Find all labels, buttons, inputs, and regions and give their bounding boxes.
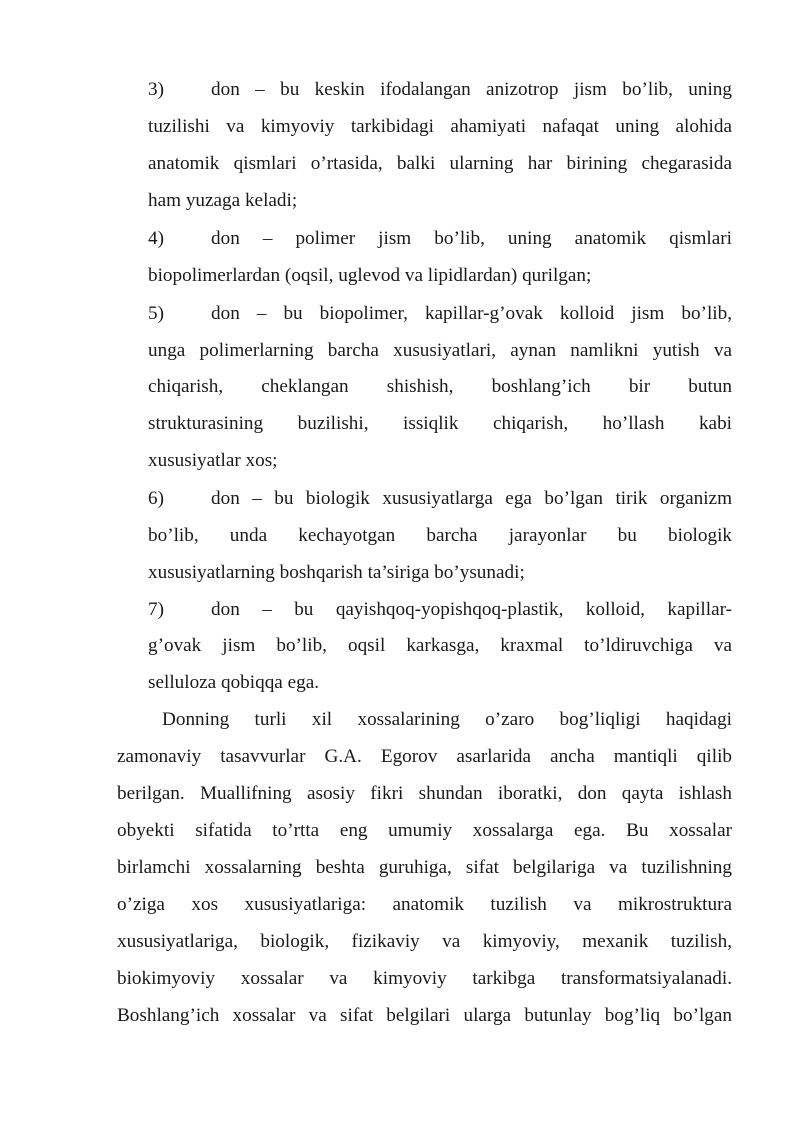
list-item-line: xususiyatlar xos;	[148, 450, 278, 471]
paragraph-line: berilgan. Muallifning asosiy fikri shundan iboratki, don qayta ishlash	[117, 783, 732, 804]
list-item-line: don – bu keskin ifodalangan anizotrop jism bo’lib, uning	[211, 79, 732, 100]
list-item-line: chiqarish, cheklangan shishish, boshlang’ich bir butun	[148, 376, 732, 397]
list-item-line: don – bu biopolimer, kapillar-g’ovak kolloid jism bo’lib,	[211, 303, 732, 324]
paragraph-line: biokimyoviy xossalar va kimyoviy tarkibga transformatsiyalanadi.	[117, 968, 732, 989]
paragraph-line: Boshlang’ich xossalar va sifat belgilari ularga butunlay bog’liq bo’lgan	[117, 1005, 732, 1026]
paragraph-line: zamonaviy tasavvurlar G.A. Egorov asarlarida ancha mantiqli qilib	[117, 746, 732, 767]
list-item-line: strukturasining buzilishi, issiqlik chiqarish, ho’llash kabi	[148, 413, 732, 434]
list-item-line: don – bu biologik xususiyatlarga ega bo’lgan tirik organizm	[211, 488, 732, 509]
list-item-line: unga polimerlarning barcha xususiyatlari, aynan namlikni yutish va	[148, 340, 732, 361]
list-item-line: don – polimer jism bo’lib, uning anatomik qismlari	[211, 228, 732, 249]
paragraph-line: birlamchi xossalarning beshta guruhiga, sifat belgilariga va tuzilishning	[117, 857, 732, 878]
paragraph-line: obyekti sifatida to’rtta eng umumiy xossalarga ega. Bu xossalar	[117, 820, 732, 841]
list-item-number: 6)	[148, 488, 164, 509]
paragraph-line: Donning turli xil xossalarining o’zaro bog’liqligi haqidagi	[162, 709, 732, 730]
list-item-line: xususiyatlarning boshqarish ta’siriga bo’ysunadi;	[148, 562, 525, 583]
list-item-number: 3)	[148, 79, 164, 100]
list-item-line: don – bu qayishqoq-yopishqoq-plastik, kolloid, kapillar-	[211, 599, 732, 620]
list-item-line: ham yuzaga keladi;	[148, 190, 298, 211]
list-item-number: 7)	[148, 599, 164, 620]
list-item-line: selluloza qobiqqa ega.	[148, 672, 320, 693]
list-item-number: 4)	[148, 228, 164, 249]
list-item-line: biopolimerlardan (oqsil, uglevod va lipidlardan) qurilgan;	[148, 265, 592, 286]
paragraph-line: o’ziga xos xususiyatlariga: anatomik tuzilish va mikrostruktura	[117, 894, 732, 915]
list-item-number: 5)	[148, 303, 164, 324]
list-item-line: bo’lib, unda kechayotgan barcha jarayonlar bu biologik	[148, 525, 732, 546]
paragraph-line: xususiyatlariga, biologik, fizikaviy va kimyoviy, mexanik tuzilish,	[117, 931, 732, 952]
list-item-line: g’ovak jism bo’lib, oqsil karkasga, kraxmal to’ldiruvchiga va	[148, 635, 732, 656]
list-item-line: anatomik qismlari o’rtasida, balki ularning har birining chegarasida	[148, 153, 732, 174]
list-item-line: tuzilishi va kimyoviy tarkibidagi ahamiyati nafaqat uning alohida	[148, 116, 732, 137]
